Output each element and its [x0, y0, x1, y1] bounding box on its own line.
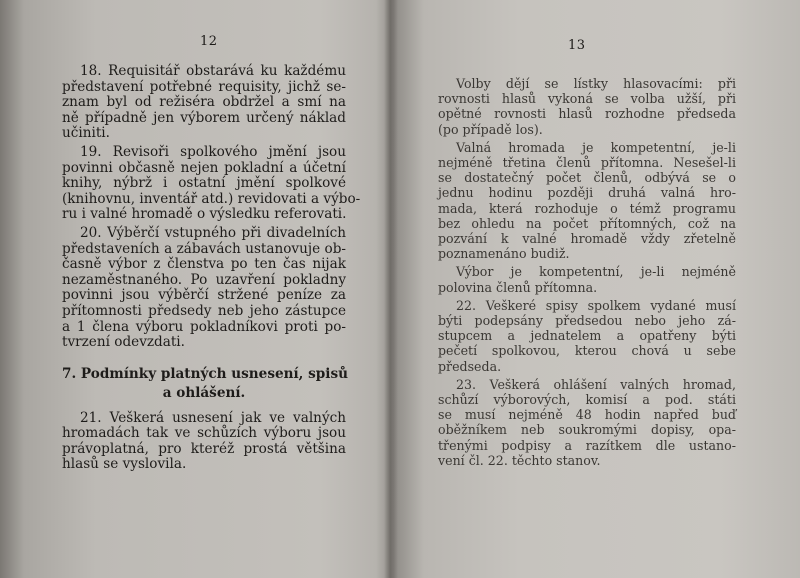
text-line: ně případně jen výborem určený náklad	[62, 109, 346, 126]
page-number: 12	[200, 34, 218, 49]
text-line: 22. Veškeré spisy spolkem vydané musí	[456, 297, 736, 313]
text-line: poznamenáno budiž.	[438, 246, 570, 262]
text-line: pečetí spolkovou, kterou chová u sebe	[438, 343, 736, 359]
text-line: povinni občasně nejen pokladní a účetní	[62, 159, 346, 176]
paragraph-23	[438, 377, 736, 468]
paragraph-committee-quorum	[438, 264, 736, 294]
text-line: jednu hodinu později druhá valná hro-	[438, 185, 736, 201]
text-line: schůzí výborových, komisí a pod. státi	[438, 392, 736, 408]
text-line: Volby dějí se lístky hlasovacími: při	[456, 76, 736, 91]
text-line: představení potřebné requisity, jichž se-	[62, 78, 346, 95]
right-text-column	[438, 76, 736, 471]
text-line: bez ohledu na počet přítomných, což na	[438, 215, 736, 231]
text-line: a ohlášení.	[162, 384, 246, 401]
text-line: opětné rovnosti hlasů rozhodne předseda	[438, 106, 736, 122]
text-line: rovnosti hlasů vykoná se volba užší, při	[438, 91, 736, 107]
text-line: vení čl. 22. těchto stanov.	[438, 452, 601, 468]
text-line: mada, která rozhoduje o témž programu	[438, 200, 736, 216]
right-page	[392, 0, 800, 578]
text-line: (knihovnu, inventář atd.) revidovati a výbo-	[62, 190, 361, 207]
paragraph-20	[62, 226, 346, 351]
text-line: se dostatečný počet členů, odbývá se o	[438, 170, 736, 186]
text-line: právoplatná, pro kteréž prostá většina	[62, 440, 346, 457]
text-line: přítomnosti předsedy neb jeho zástupce	[62, 302, 346, 319]
text-line: nejméně třetina členů přítomna. Nesešel-li	[438, 155, 736, 171]
text-line: časně výbor z členstva po ten čas nijak	[62, 256, 346, 273]
paragraph-general-assembly-quorum	[438, 140, 736, 262]
text-line: pozvání k valné hromadě vždy zřetelně	[438, 231, 736, 247]
text-line: knihy, nýbrž i ostatní jmění spolkové	[62, 175, 346, 192]
text-line: 18. Requisitář obstarává ku každému	[80, 63, 346, 79]
text-line: oběžníkem neb soukromými dopisy, opa-	[438, 422, 736, 438]
page-number: 13	[568, 38, 586, 53]
text-line: představeních a zábavách ustanovuje ob-	[62, 240, 346, 257]
left-text-column	[62, 63, 361, 476]
text-line: 7. Podmínky platných usnesení, spisů	[62, 365, 349, 382]
section-heading	[62, 365, 349, 403]
text-line: 21. Veškerá usnesení jak ve valných	[80, 409, 346, 426]
text-line: 20. Výběrčí vstupného při divadelních	[80, 224, 346, 241]
text-line: hlasů se vyslovila.	[62, 456, 187, 473]
text-line: třenými podpisy a razítkem dle ustano-	[438, 437, 736, 453]
paragraph-voting	[438, 76, 736, 137]
text-line: ru i valné hromadě o výsledku referovati.	[62, 206, 347, 223]
text-line: polovina členů přítomna.	[438, 279, 598, 295]
text-line: hromadách tak ve schůzích výboru jsou	[62, 425, 346, 442]
text-line: povinni jsou výběrčí stržené peníze za	[62, 287, 346, 304]
text-line: stupcem a jednatelem a opatřeny býti	[438, 328, 736, 344]
paragraph-21	[62, 411, 346, 473]
text-line: předseda.	[438, 358, 502, 374]
text-line: 23. Veškerá ohlášení valných hromad,	[456, 376, 736, 392]
paragraph-22	[438, 298, 736, 374]
text-line: tvrzení odevzdati.	[62, 334, 185, 351]
text-line: znam byl od režiséra obdržel a smí na	[62, 94, 346, 111]
paragraph-19	[62, 143, 361, 223]
text-line: 19. Revisoři spolkového jmění jsou	[80, 143, 346, 160]
text-line: býti podepsány předsedou nebo jeho zá-	[438, 313, 736, 329]
text-line: a 1 člena výboru pokladníkovi proti po-	[62, 318, 346, 335]
text-line: Výbor je kompetentní, je-li nejméně	[456, 264, 736, 280]
text-line: nezaměstnaného. Po uzavření pokladny	[62, 271, 346, 288]
text-line: Valná hromada je kompetentní, je-li	[456, 139, 736, 155]
left-page	[0, 0, 390, 578]
paragraph-18	[62, 64, 346, 142]
text-line: (po případě los).	[438, 121, 543, 137]
text-line: učiniti.	[62, 125, 110, 142]
text-line: se musí nejméně 48 hodin napřed buď	[438, 407, 736, 423]
